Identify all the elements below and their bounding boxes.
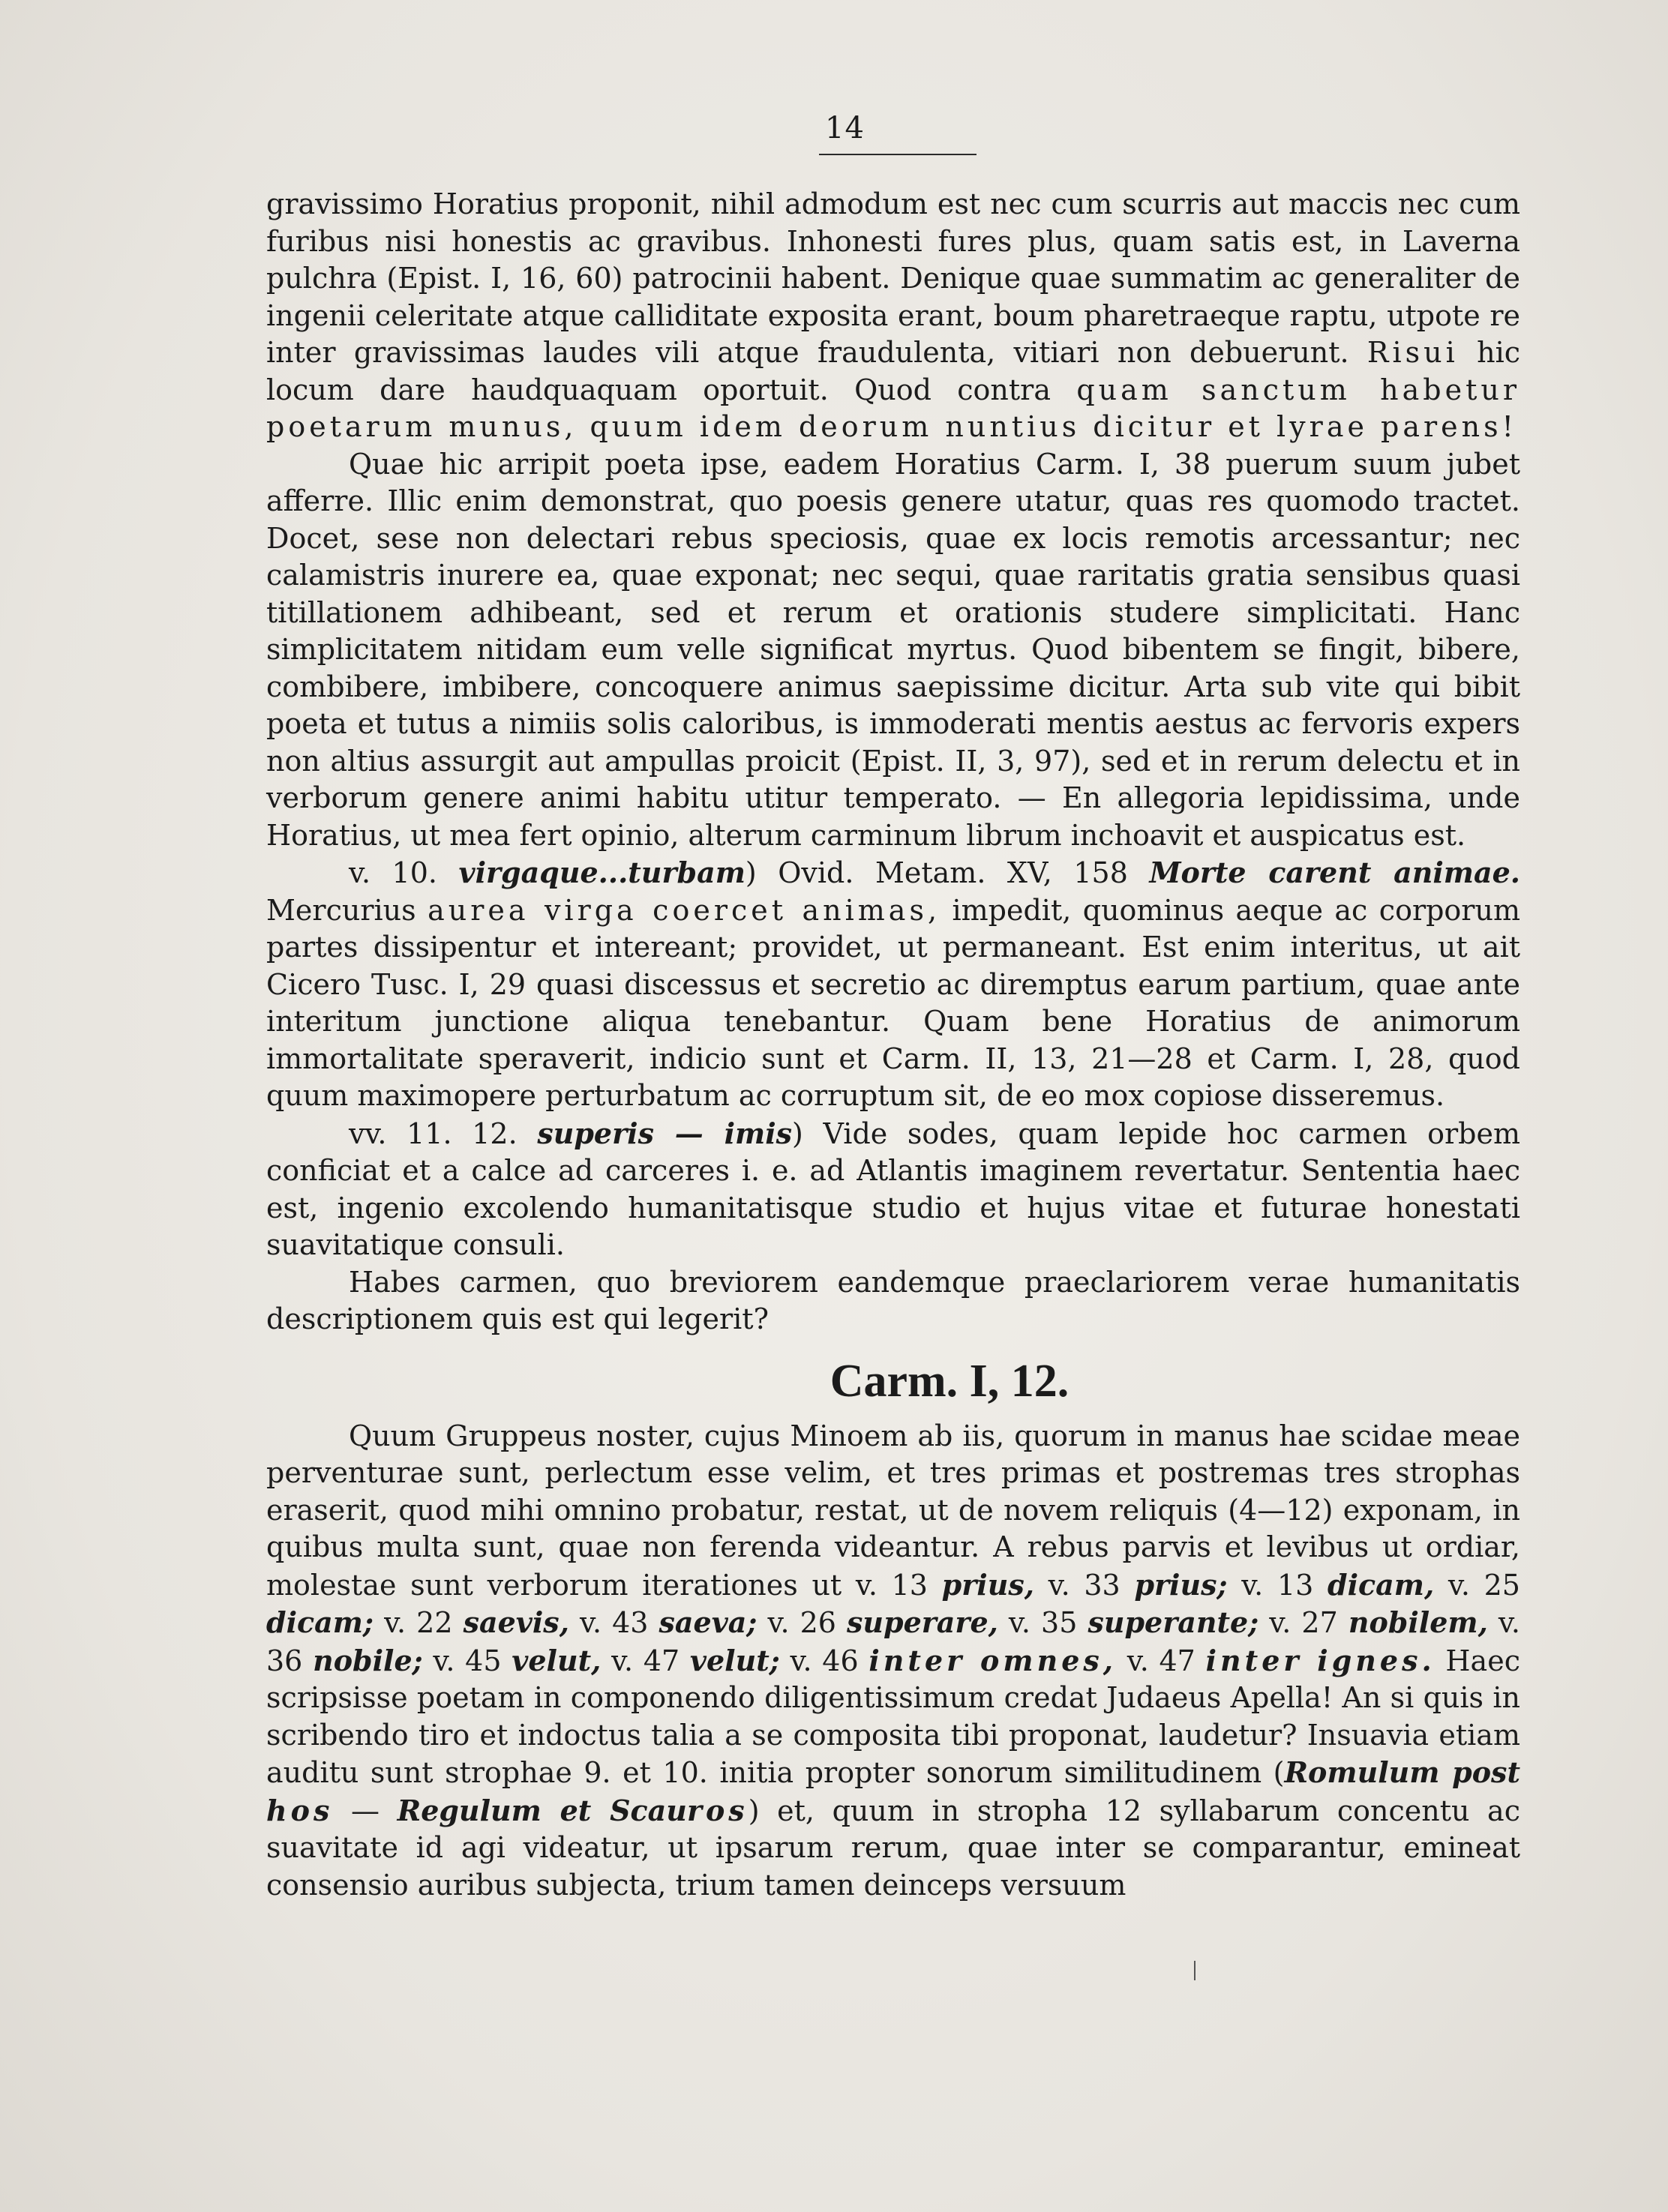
paragraph — [266, 1115, 1520, 1264]
text-run: gravissimo Horatius proponit, nihil admodum est nec cum scurris aut maccis nec cum furibus nisi honestis ac gravibus. Inhonesti fures plus, quam satis est, in Laverna pulchra (Epist. I, 16, 60) patrocinii habent. Denique quae summatim ac generaliter de ingenii celeritate atque calliditate exposita erant, boum pharetraeque raptu, utpote re inter gravissimas laudes vili atque fraudulenta, vitiari non debuerunt. — [266, 187, 1520, 369]
text-run: Quae hic arripit poeta ipse, eadem Horatius Carm. I, 38 puerum suum jubet afferre. Illic enim demonstrat, quo poesis genere utatur, quas res quomodo tractet. Docet, sese non delectari rebus speciosis, quae ex locis remotis arcessantur; nec calamistris inurere ea, quae exponat; nec sequi, quae raritatis gratia sensibus quasi titillationem adhibeant, sed et rerum et orationis studere simplicitati. Hanc simplicitatem nitidam eum velle significat myrtus. Quod bibentem se fingit, bibere, combibere, imbibere, concoquere animus saepissime dicitur. Arta sub vite qui bibit poeta et tutus a nimiis solis caloribus, is immoderati mentis aestus ac fervoris expers non altius assurgit aut ampullas proicit (Epist. II, 3, 97), sed et in rerum delectu et in verborum genere animi habitu utitur temperato. — En allegoria lepidissima, unde Horatius, ut mea fert opinio, alterum carminum librum inchoavit et auspicatus est. — [266, 447, 1520, 852]
text-run: Haec scripsisse poetam in componendo diligentissimum credat Judaeus Apella! An si quis in scribendo tiro et indoctus talia a se composita tibi proponat, laudetur? Insuavia etiam auditu sunt strophae 9. et 10. initia propter sonorum similitudinem ( — [266, 1644, 1520, 1789]
emphasized-text: nobilem, — [1348, 1605, 1488, 1639]
text-section-after-heading — [266, 1418, 1520, 1905]
text-run: Mercurius — [266, 893, 428, 927]
section-heading: Carm. I, 12. — [830, 1355, 1070, 1407]
text-run: hic locum dare haudquaquam oportuit. Quod contra — [266, 336, 1520, 406]
text-run: v. 35 — [998, 1606, 1088, 1639]
paragraph — [266, 446, 1520, 855]
text-run: ) Vide sodes, quam lepide hoc carmen orbem conficiat et a calce ad carceres i. e. ad Atlantis imaginem revertatur. Sententia haec est, ingenio excolendo humanitatisque studio et hujus vitae et futurae honestati suavitatique consuli. — [266, 1116, 1521, 1261]
text-run: Habes carmen, quo breviorem eandemque praeclariorem verae humanitatis descriptionem quis est qui legerit? — [266, 1265, 1520, 1335]
body-text — [266, 186, 1520, 1904]
text-run: v. 47 — [601, 1644, 690, 1677]
text-run: Quum Gruppeus noster, cujus Minoem ab iis, quorum in manus hae scidae meae perventurae sunt, perlectum esse velim, et tres primas et postremas tres strophas eraserit, quod mihi omnino probatur, restat, ut de novem reliquis (4—12) exponam, in quibus multa sunt, quae non ferenda videantur. A rebus parvis et levibus ut ordiar, molestae sunt verborum iterationes ut v. 13 — [266, 1419, 1520, 1602]
text-run: v. 47 — [1117, 1644, 1206, 1677]
emphasized-text: Romulum post — [1284, 1755, 1521, 1789]
emphasized-text: quam sanctum habetur poetarum munus, quum idem deorum nuntius dicitur et lyrae parens! — [266, 373, 1520, 443]
paragraph — [266, 1418, 1520, 1905]
emphasized-text: prius, — [941, 1567, 1034, 1602]
text-run: v. 45 — [422, 1644, 512, 1677]
emphasized-text: ros — [686, 1793, 748, 1827]
text-section-before-heading — [266, 186, 1520, 1338]
emphasized-text: superare, — [847, 1605, 998, 1639]
text-run: v. 25 — [1434, 1568, 1520, 1602]
text-run: v. 33 — [1034, 1568, 1135, 1602]
text-run: v. 27 — [1258, 1606, 1348, 1639]
emphasized-text: hos — [266, 1793, 334, 1827]
text-run: ) et, quum in stropha 12 syllabarum concentu ac suavitate id agi videatur, ut ipsarum rerum, quae inter se comparantur, emineat consensio auribus subjecta, trium tamen deinceps versuum — [266, 1794, 1520, 1902]
emphasized-text: prius; — [1134, 1567, 1228, 1602]
emphasized-text: inter ignes. — [1205, 1643, 1436, 1677]
text-run: — — [333, 1794, 398, 1827]
text-run: ) Ovid. Metam. XV, 158 — [745, 856, 1150, 889]
text-run: v. 26 — [757, 1606, 848, 1639]
emphasized-text: Risui — [1366, 336, 1459, 369]
emphasized-text: aurea virga coercet animas, — [428, 893, 941, 927]
emphasized-text: virgaque...turbam — [458, 856, 746, 889]
emphasized-text: dicam; — [266, 1605, 374, 1639]
emphasized-text: saeva; — [658, 1605, 758, 1639]
text-run: v. 36 — [266, 1606, 1520, 1677]
emphasized-text: inter omnes, — [868, 1643, 1118, 1677]
text-run: v. 43 — [568, 1606, 659, 1639]
text-run: vv. 11. 12. — [349, 1116, 538, 1150]
emphasized-text: Morte carent animae. — [1149, 856, 1520, 889]
paragraph — [266, 854, 1520, 1115]
text-run: v. 13 — [1227, 1568, 1328, 1602]
text-run: impedit, quominus aeque ac corporum partes dissipentur et intereant; providet, ut permaneant. Est enim interitus, ut ait Cicero Tusc. I, 29 quasi discessus et secretio ac diremptus earum partium, quae ante interitum junctione aliqua tenebantur. Quam bene Horatius de animorum immortalitate speraverit, indicio sunt et Carm. II, 13, 21—28 et Carm. I, 28, quod quum maximopere perturbatum ac corruptum sit, de eo mox copiose disseremus. — [266, 893, 1520, 1112]
text-run: v. 10. — [349, 856, 459, 889]
page-number-underline — [819, 154, 976, 155]
paragraph — [266, 1264, 1520, 1338]
emphasized-text: dicam, — [1328, 1567, 1435, 1602]
emphasized-text: velut, — [512, 1643, 602, 1677]
text-run: v. 46 — [779, 1644, 869, 1677]
emphasized-text: saevis, — [463, 1605, 569, 1639]
emphasized-text: nobile; — [313, 1643, 423, 1677]
emphasized-text: superis — imis — [537, 1116, 793, 1150]
paragraph — [266, 186, 1520, 446]
emphasized-text: superante; — [1088, 1605, 1259, 1639]
page-number: 14 — [825, 111, 865, 145]
text-run: v. 22 — [374, 1606, 464, 1639]
emphasized-text: Regulum et Scau — [397, 1793, 687, 1827]
emphasized-text: velut; — [689, 1643, 780, 1677]
stray-ink-mark — [1194, 1961, 1196, 1980]
